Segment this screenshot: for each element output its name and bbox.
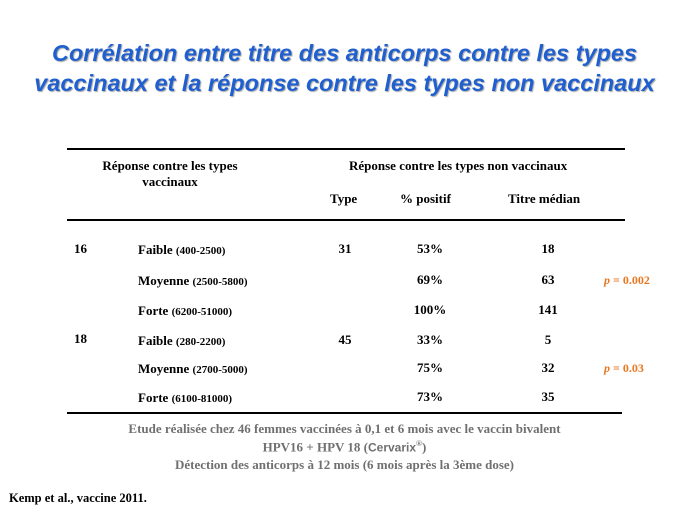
slide-title bbox=[0, 38, 689, 98]
slide-title-line-2: vaccinaux et la réponse contre les types non vaccinaux bbox=[34, 70, 655, 96]
titer-cell: 35 bbox=[541, 389, 555, 404]
hpv-type-cell: 16 bbox=[74, 241, 87, 256]
header-non-vaccine-types: Réponse contre les types non vaccinaux bbox=[349, 158, 568, 173]
antibody-level-cell: Forte (6100-81000) bbox=[138, 390, 233, 405]
percent-cell: 53% bbox=[417, 241, 443, 256]
header-type: Type bbox=[330, 191, 358, 206]
p-value-hpv18: p = 0.03 bbox=[604, 361, 644, 375]
titer-cell: 5 bbox=[544, 332, 552, 347]
p-value-hpv16: p = 0.002 bbox=[604, 273, 650, 287]
percent-cell: 73% bbox=[417, 389, 443, 404]
table-header-rule bbox=[67, 219, 625, 221]
percent-cell: 69% bbox=[417, 272, 443, 287]
antibody-level-cell: Moyenne (2700-5000) bbox=[138, 361, 248, 376]
titer-cell: 18 bbox=[541, 241, 555, 256]
table-top-rule bbox=[67, 148, 625, 150]
percent-cell: 75% bbox=[417, 360, 443, 375]
type-cell: 31 bbox=[338, 241, 352, 256]
table-bottom-rule bbox=[67, 412, 622, 414]
citation: Kemp et al., vaccine 2011. bbox=[9, 491, 147, 505]
study-note-line-3: Détection des anticorps à 12 mois (6 mois après la 3ème dose) bbox=[174, 457, 515, 472]
antibody-level-cell: Moyenne (2500-5800) bbox=[138, 273, 248, 288]
titer-cell: 32 bbox=[541, 360, 555, 375]
hpv-type-cell: 18 bbox=[74, 331, 87, 346]
percent-cell: 33% bbox=[417, 332, 443, 347]
antibody-level-cell: Faible (280-2200) bbox=[138, 333, 226, 348]
antibody-level-cell: Faible (400-2500) bbox=[138, 242, 226, 257]
slide-title-line-1: Corrélation entre titre des anticorps contre les types bbox=[51, 40, 638, 66]
antibody-level-cell: Forte (6200-51000) bbox=[138, 303, 233, 318]
header-median-titer: Titre médian bbox=[508, 191, 581, 206]
study-note-line-1: Etude réalisée chez 46 femmes vaccinées à 0,1 et 6 mois avec le vaccin bivalent bbox=[128, 421, 561, 436]
titer-cell: 63 bbox=[541, 272, 555, 287]
type-cell: 45 bbox=[338, 332, 352, 347]
study-note-line-2: HPV16 + HPV 18 (Cervarix®) bbox=[262, 439, 427, 455]
header-vaccine-types: Réponse contre les types vaccinaux bbox=[102, 158, 238, 189]
header-percent-positive: % positif bbox=[400, 191, 451, 206]
titer-cell: 141 bbox=[538, 302, 558, 317]
percent-cell: 100% bbox=[413, 302, 447, 317]
